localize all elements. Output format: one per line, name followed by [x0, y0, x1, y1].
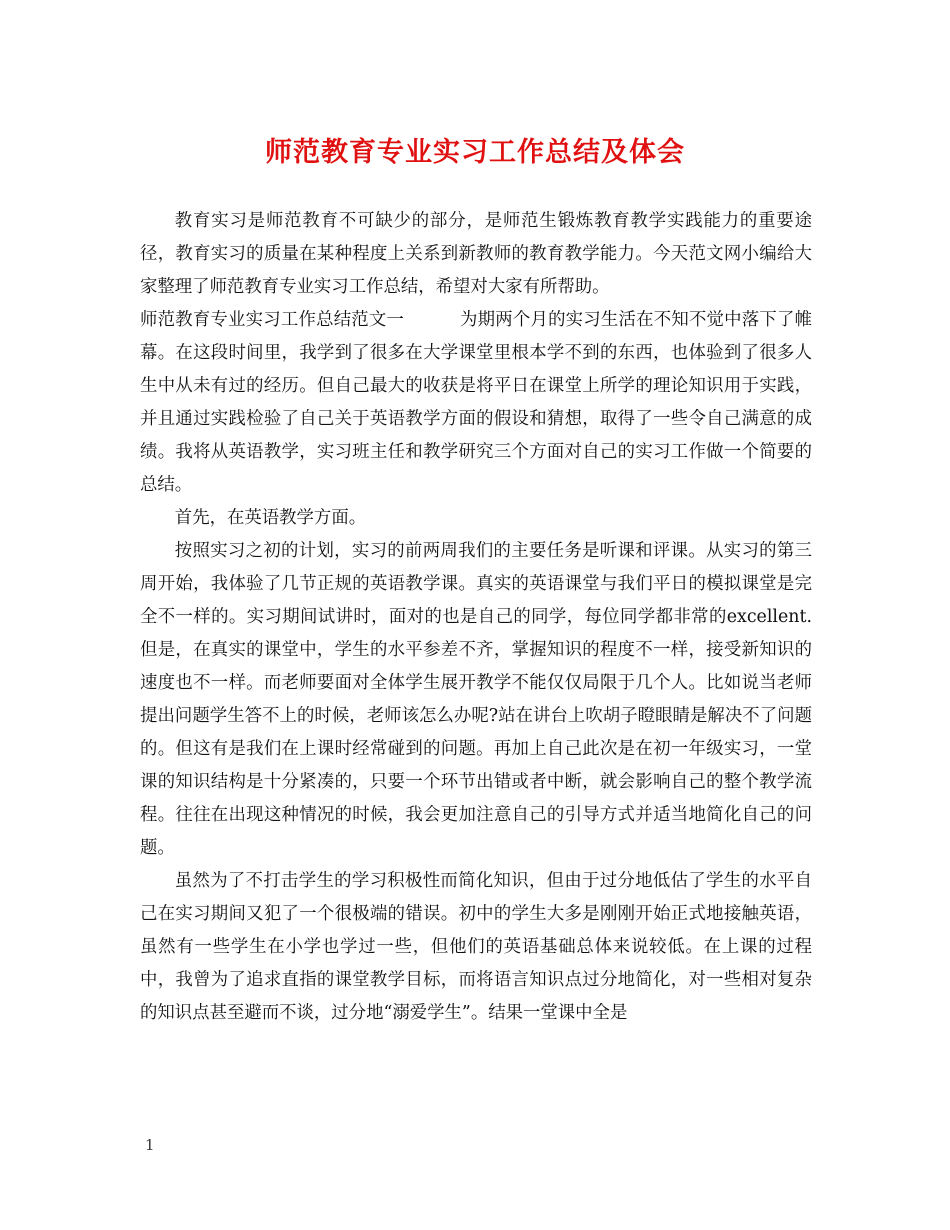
section-heading: 师范教育专业实习工作总结范文一	[140, 310, 405, 330]
document-title: 师范教育专业实习工作总结及体会	[265, 137, 685, 168]
section-paragraph	[140, 304, 812, 502]
paragraph-english-teaching: 首先，在英语教学方面。	[174, 508, 367, 528]
document-body	[140, 205, 812, 1030]
paragraph-teaching-experience: 按照实习之初的计划，实习的前两周我们的主要任务是听课和评课。从实习的第三周开始，我体验了几节正规的英语教学课。真实的英语课堂与我们平日的模拟课堂是完全不一样的。实习期间试讲时，面对的也是自己的同学，每位同学都非常的excellent.但是，在真实的课堂中，学生的水平参差不齐，掌握知识的程度不一样，接受新知识的速度也不一样。而老师要面对全体学生展开教学不能仅仅局限于几个人。比如说当老师提出问题学生答不上的时候，老师该怎么办呢?站在讲台上吹胡子瞪眼睛是解决不了问题的。但这有是我们在上课时经常碰到的问题。再加上自己此次是在初一年级实习，一堂课的知识结构是十分紧凑的，只要一个环节出错或者中断，就会影响自己的整个教学流程。往往在出现这种情况的时候，我会更加注意自己的引导方式并适当地简化自己的问题。	[140, 541, 812, 858]
intro-paragraph: 教育实习是师范教育不可缺少的部分，是师范生锻炼教育教学实践能力的重要途径，教育实习的质量在某种程度上关系到新教师的教育教学能力。今天范文网小编给大家整理了师范教育专业实习工作总结，希望对大家有所帮助。	[140, 211, 812, 297]
section-first-text: 为期两个月的实习生活在不知不觉中落下了帷幕。在这段时间里，我学到了很多在大学课堂里根本学不到的东西，也体验到了很多人生中从未有过的经历。但自己最大的收获是将平日在课堂上所学的理论知识用于实践，并且通过实践检验了自己关于英语教学方面的假设和猜想，取得了一些令自己满意的成绩。我将从英语教学，实习班主任和教学研究三个方面对自己的实习工作做一个简要的总结。	[140, 310, 812, 495]
paragraph-simplification-error: 虽然为了不打击学生的学习积极性而简化知识，但由于过分地低估了学生的水平自己在实习期间又犯了一个很极端的错误。初中的学生大多是刚刚开始正式地接触英语，虽然有一些学生在小学也学过一些，但他们的英语基础总体来说较低。在上课的过程中，我曾为了追求直指的课堂教学目标，而将语言知识点过分地简化，对一些相对复杂的知识点甚至避而不谈，过分地“溺爱学生”。结果一堂课中全是	[140, 871, 812, 1023]
page-number: 1	[145, 1136, 155, 1154]
